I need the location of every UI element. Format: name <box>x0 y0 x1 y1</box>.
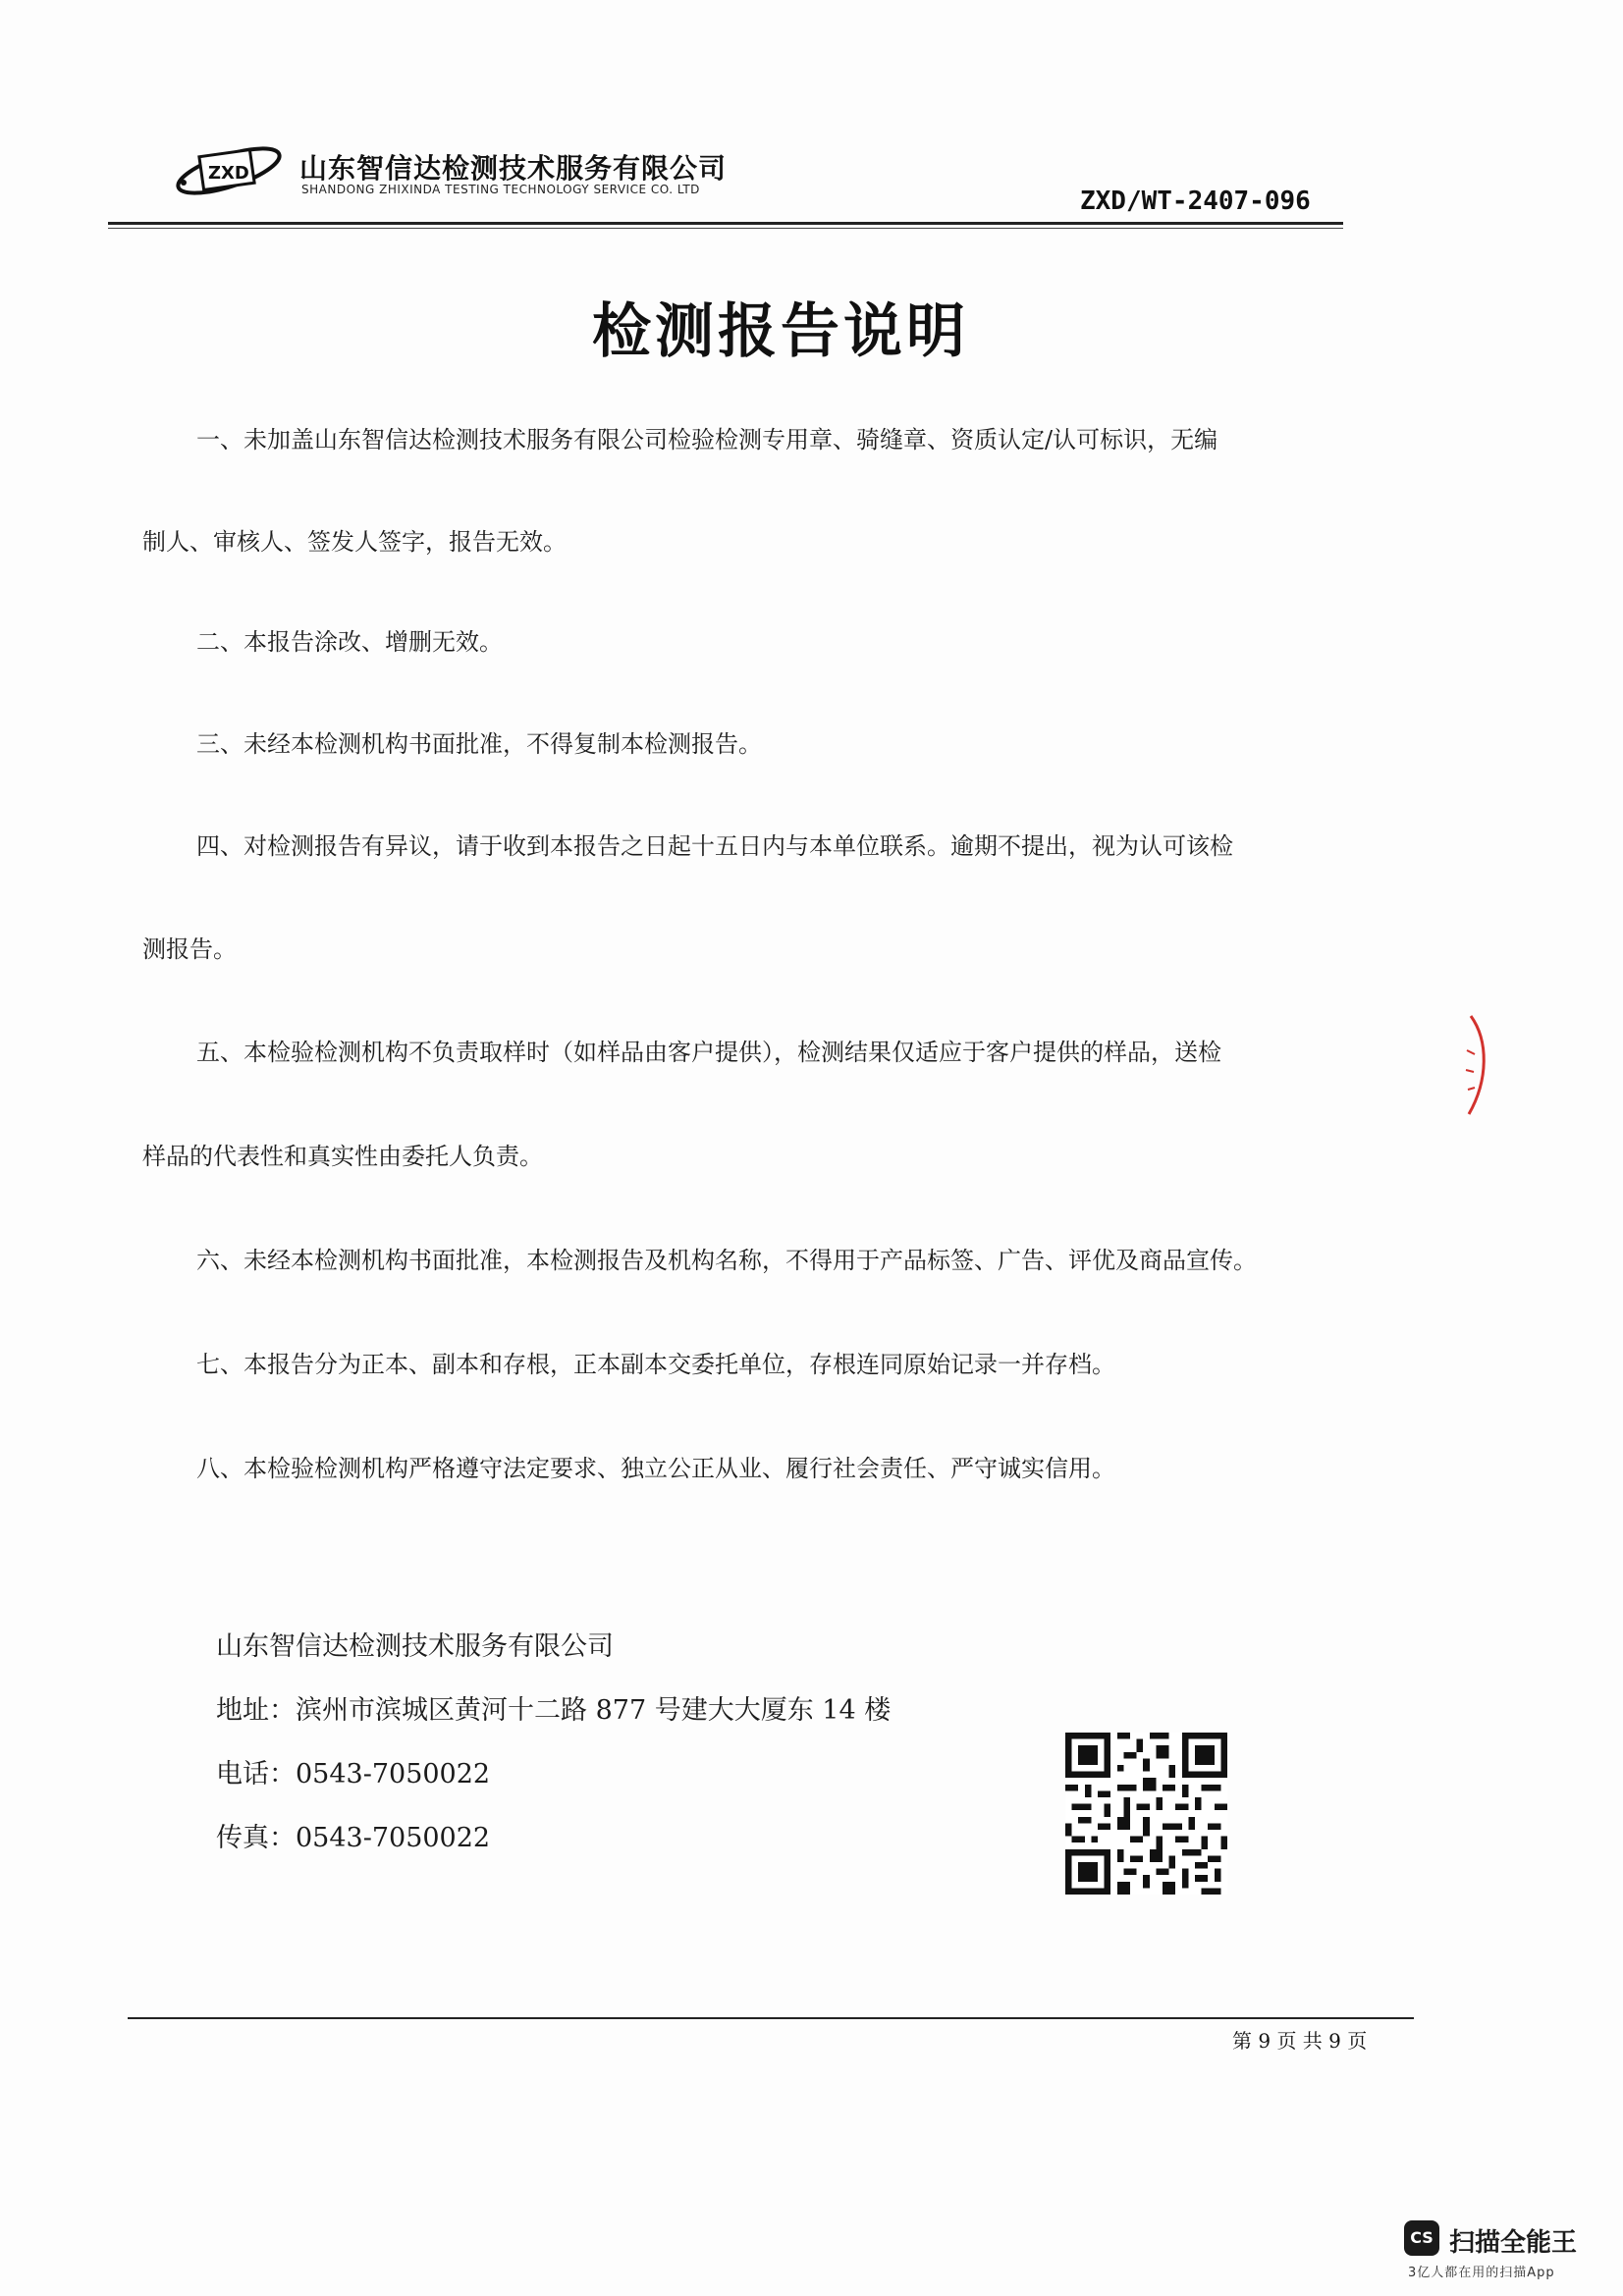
header-divider <box>108 222 1343 225</box>
scanner-app-name: 扫描全能王 <box>1449 2228 1578 2258</box>
paragraph-4-line-1: 四、对检测报告有异议，请于收到本报告之日起十五日内与本单位联系。逾期不提出，视为认可该检 <box>196 832 1233 860</box>
paragraph-4-line-2: 测报告。 <box>142 935 237 963</box>
header-divider-thin <box>108 228 1343 229</box>
paragraph-1-line-2: 制人、审核人、签发人签字，报告无效。 <box>142 528 567 556</box>
page-title: 检测报告说明 <box>592 297 969 366</box>
page-count: 第 9 页 共 9 页 <box>1232 2029 1368 2053</box>
company-logo-icon <box>172 135 290 204</box>
footer-divider <box>128 2017 1414 2019</box>
paragraph-6: 六、未经本检测机构书面批准，本检测报告及机构名称，不得用于产品标签、广告、评优及商品宣传。 <box>196 1247 1257 1274</box>
paragraph-5-line-1: 五、本检验检测机构不负责取样时（如样品由客户提供），检测结果仅适应于客户提供的样品，送检 <box>196 1039 1221 1066</box>
footer-company-name: 山东智信达检测技术服务有限公司 <box>216 1631 614 1662</box>
company-name-en: SHANDONG ZHIXINDA TESTING TECHNOLOGY SERVICE CO. LTD <box>301 183 700 196</box>
paragraph-1-line-1: 一、未加盖山东智信达检测技术服务有限公司检验检测专用章、骑缝章、资质认定/认可标识，无编 <box>196 426 1218 454</box>
scanner-watermark <box>1404 2220 1600 2279</box>
footer-phone: 电话：0543-7050022 <box>216 1759 491 1789</box>
footer-fax: 传真：0543-7050022 <box>216 1823 491 1853</box>
logo-text: ZXD <box>208 163 249 184</box>
paragraph-5-line-2: 样品的代表性和真实性由委托人负责。 <box>142 1143 543 1170</box>
scanner-logo-icon: CS <box>1404 2220 1439 2256</box>
paragraph-7: 七、本报告分为正本、副本和存根，正本副本交委托单位，存根连同原始记录一并存档。 <box>196 1351 1115 1378</box>
footer-address: 地址：滨州市滨城区黄河十二路 877 号建大大厦东 14 楼 <box>216 1695 892 1726</box>
company-name-cn: 山东智信达检测技术服务有限公司 <box>299 152 728 185</box>
report-number: ZXD/WT-2407-096 <box>1080 187 1311 216</box>
seal-edge-mark <box>1463 1011 1492 1119</box>
paragraph-3: 三、未经本检测机构书面批准，不得复制本检测报告。 <box>196 730 762 758</box>
paragraph-8: 八、本检验检测机构严格遵守法定要求、独立公正从业、履行社会责任、严守诚实信用。 <box>196 1455 1115 1482</box>
scanner-tagline: 3亿人都在用的扫描App <box>1408 2266 1555 2280</box>
paragraph-2: 二、本报告涂改、增删无效。 <box>196 628 503 656</box>
qr-code <box>1065 1733 1227 1895</box>
